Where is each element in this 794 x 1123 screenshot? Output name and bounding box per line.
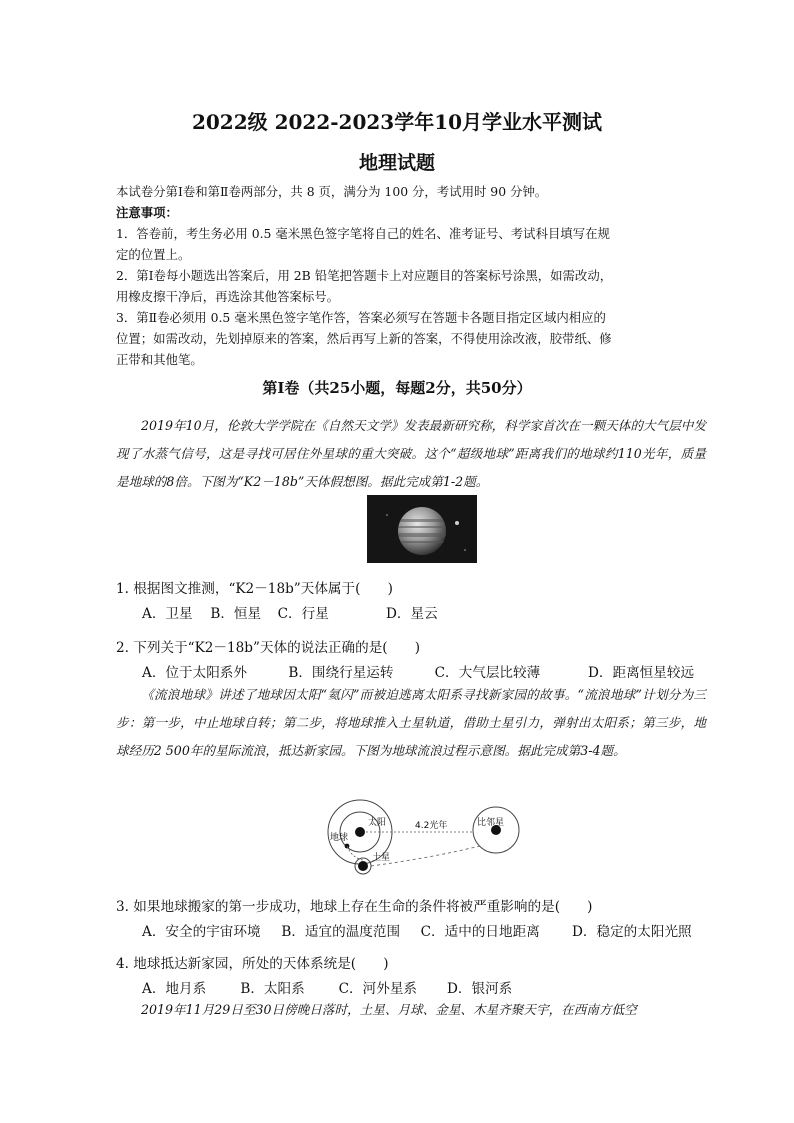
passage-1: [116, 412, 706, 496]
option-d[interactable]: D．距离恒星较远: [587, 665, 695, 681]
passage-2-text: 《流浪地球》讲述了地球因太阳“氦闪”而被迫逃离太阳系寻找新家园的故事。“流浪地球”计划分为三步：第一步，中止地球自转；第二步，将地球推入土星轨道，借助土星引力，弹射出太阳系；第三步，地球经历2 500年的星际流浪，抵达新家园。下图为地球流浪过程示意图。据此完成第3-4题。: [116, 687, 706, 758]
saturn-label: 土星: [372, 853, 391, 863]
question-4: 4. 地球抵达新家园，所处的天体系统是( ): [116, 956, 389, 972]
option-a[interactable]: A．卫星: [142, 606, 193, 622]
saturn-marker: [358, 861, 368, 871]
question-2-options: [142, 661, 694, 681]
question-2: 2. 下列关于“K2－18b”天体的说法正确的是( ): [116, 640, 421, 656]
subject-title: 地理试题: [358, 152, 435, 174]
passage-1-text: 2019年10月，伦敦大学学院在《自然天文学》发表最新研究称，科学家首次在一颗天体的大气层中发现了水蒸气信号，这是寻找可居住外星球的重大突破。这个“超级地球”距离我们的地球约110光年，质量是地球的8倍。下图为“K2－18b”天体假想图。据此完成第1-2题。: [116, 418, 706, 489]
earth-wandering-diagram: [320, 798, 520, 880]
note-line: 3．第Ⅱ卷必须用 0.5 毫米黑色签字笔作答，答案必须写在答题卡各题目指定区域内相应的: [116, 310, 606, 325]
note-line: 定的位置上。: [116, 247, 191, 262]
note-line: 2．第Ⅰ卷每小题选出答案后，用 2B 铅笔把答题卡上对应题目的答案标号涂黑，如需改动，: [116, 268, 613, 283]
notes-heading: 注意事项：: [116, 205, 178, 220]
option-c[interactable]: C．大气层比较薄: [434, 665, 541, 681]
option-a[interactable]: A．安全的宇宙环境: [142, 924, 261, 940]
question-1: 1. 根据图文推测，“K2－18b”天体属于( ): [116, 581, 393, 597]
option-c[interactable]: C．河外星系: [338, 981, 418, 997]
option-c[interactable]: C．行星: [277, 606, 329, 622]
option-d[interactable]: D．稳定的太阳光照: [571, 924, 692, 940]
option-b[interactable]: B．太阳系: [240, 981, 305, 997]
option-d[interactable]: D．星云: [385, 606, 438, 622]
sun-marker: [355, 827, 365, 837]
sun-label: 太阳: [368, 818, 387, 828]
option-c[interactable]: C．适中的日地距离: [420, 924, 540, 940]
option-b[interactable]: B．围绕行星运转: [288, 665, 394, 681]
question-4-options: [142, 977, 512, 997]
option-d[interactable]: D．银河系: [446, 981, 513, 997]
note-line: 1．答卷前，考生务必用 0.5 毫米黑色签字笔将自己的姓名、准考证号、考试科目填写在规: [116, 226, 610, 241]
exam-title: 2022级 2022-2023学年10月学业水平测试: [191, 110, 603, 134]
passage-2: [116, 681, 706, 765]
note-line: 正带和其他笔。: [116, 352, 203, 367]
intro-text: 本试卷分第Ⅰ卷和第Ⅱ卷两部分，共 8 页，满分为 100 分，考试用时 90 分钟。: [116, 184, 548, 199]
passage-3-text: 2019年11月29日至30日傍晚日落时，土星、月球、金星、木星齐聚天宇，在西南方低空: [141, 1002, 637, 1017]
note-line: 位置；如需改动，先划掉原来的答案，然后再写上新的答案，不得使用涂改液，胶带纸、修: [116, 331, 612, 346]
earth-label: 地球: [330, 833, 349, 843]
planet-k2-18b-image: [367, 495, 477, 563]
question-3: 3. 如果地球搬家的第一步成功，地球上存在生命的条件将被严重影响的是( ): [116, 899, 593, 915]
passage-3: [116, 996, 706, 1024]
question-3-options: [142, 920, 692, 940]
option-a[interactable]: A．地月系: [142, 981, 207, 997]
proxima-label: 比邻星: [477, 818, 505, 828]
option-b[interactable]: B．适宜的温度范围: [281, 924, 401, 940]
distance-label: 4.2光年: [415, 821, 448, 831]
note-line: 用橡皮擦干净后，再选涂其他答案标号。: [116, 289, 340, 304]
option-a[interactable]: A．位于太阳系外: [142, 665, 247, 681]
section-title: 第Ⅰ卷（共25小题，每题2分，共50分）: [262, 379, 532, 397]
question-1-options: [142, 602, 438, 622]
option-b[interactable]: B．恒星: [210, 606, 262, 622]
